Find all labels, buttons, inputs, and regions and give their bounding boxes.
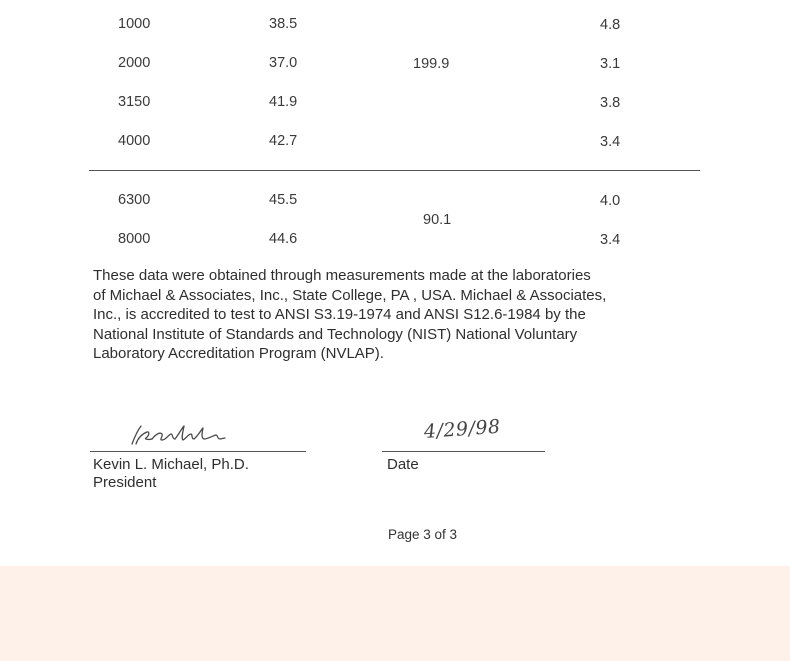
value-cell: 42.7 [269,133,298,149]
statement-line: Inc., is accredited to test to ANSI S3.19-1974 and ANSI S12.6-1984 by the [93,306,586,324]
value-cell: 38.5 [269,16,298,32]
frequency-cell: 1000 [118,16,151,32]
deviation-cell: 3.1 [600,56,621,72]
value-cell: 41.9 [269,94,298,110]
frequency-cell: 6300 [118,192,151,208]
statement-line: National Institute of Standards and Technology (NIST) National Voluntary [93,325,578,343]
signer-title: President [93,474,157,491]
deviation-cell: 3.4 [600,232,621,248]
signer-name: Kevin L. Michael, Ph.D. [93,456,249,473]
deviation-cell: 3.4 [600,134,621,150]
date-line [382,451,545,452]
statement-line: These data were obtained through measurements made at the laboratories [93,267,591,284]
signature-line [90,451,306,452]
average-cell: 199.9 [413,56,450,72]
value-cell: 37.0 [269,55,298,71]
value-cell: 44.6 [269,231,298,247]
statement-line: of Michael & Associates, Inc., State College, PA , USA. Michael & Associates, [93,286,607,304]
deviation-cell: 3.8 [600,95,621,111]
group-average-cell: 90.1 [423,212,452,228]
deviation-cell: 4.0 [600,193,621,209]
deviation-cell: 4.8 [600,17,621,33]
frequency-cell: 8000 [118,231,151,247]
frequency-cell: 4000 [118,133,151,149]
value-cell: 45.5 [269,192,298,208]
frequency-cell: 3150 [118,94,151,110]
handwritten-signature [128,420,228,450]
statement-line: Laboratory Accreditation Program (NVLAP). [93,345,384,363]
page-number: Page 3 of 3 [388,527,458,542]
accreditation-statement [93,266,713,364]
handwritten-date: 4/29/98 [423,415,502,443]
frequency-cell: 2000 [118,55,151,71]
date-label: Date [387,456,419,473]
page-background-band [0,566,790,661]
table-divider [89,170,700,171]
